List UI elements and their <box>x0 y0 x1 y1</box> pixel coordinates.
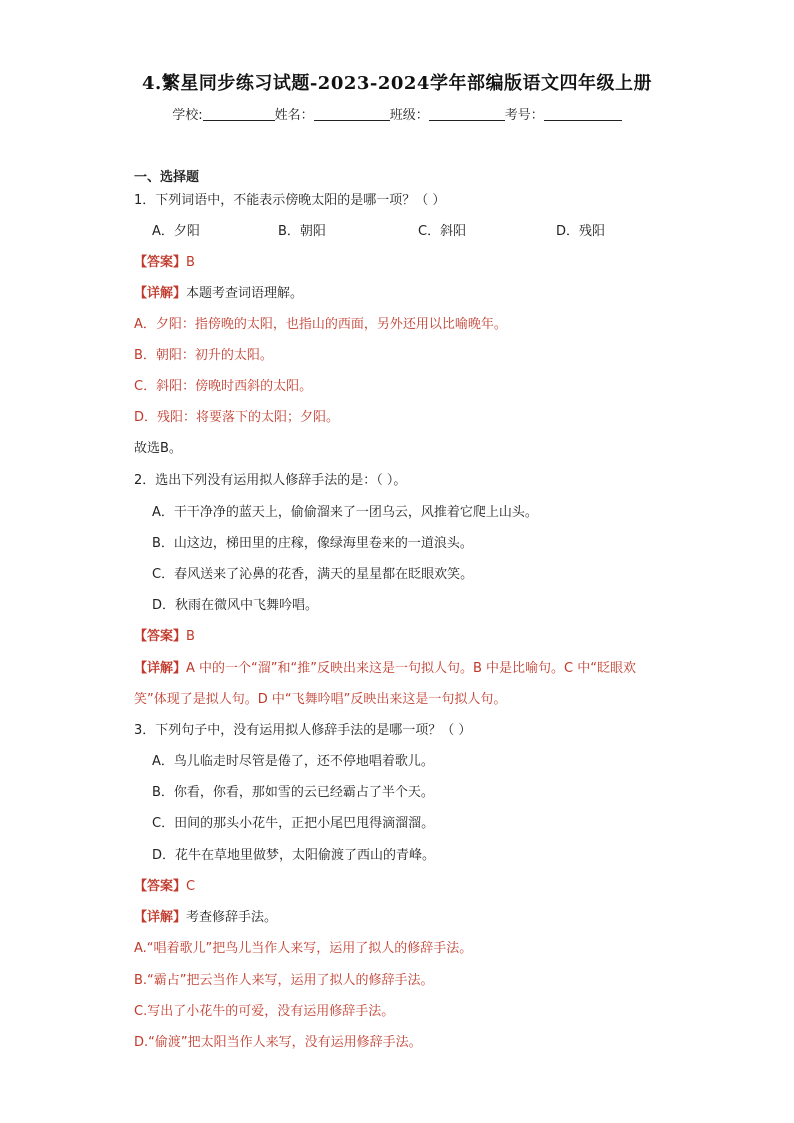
class-blank <box>429 106 505 121</box>
q1-detail <box>134 285 303 303</box>
q1-conclusion: 故选B。 <box>134 441 182 456</box>
q2-detail-line-2: 笑”体现了是拟人句。D 中“飞舞吟唱”反映出来这是一句拟人句。 <box>134 692 507 707</box>
q1-answer <box>134 254 195 272</box>
detail-tag: 【详解】 <box>134 910 187 925</box>
q2-answer <box>134 628 195 646</box>
q3-explain-d: D.“偷渡”把太阳当作人来写，没有运用修辞手法。 <box>134 1035 422 1050</box>
answer-tag: 【答案】 <box>134 879 187 894</box>
section-heading: 一、选择题 <box>134 170 200 185</box>
answer-tag: 【答案】 <box>134 629 187 644</box>
q2-option-c: C．春风送来了沁鼻的花香，满天的星星都在眨眼欢笑。 <box>152 567 474 582</box>
question-1-options <box>152 223 605 241</box>
q1-explain-c: C．斜阳：傍晚时西斜的太阳。 <box>134 379 313 394</box>
q3-explain-c: C.写出了小花牛的可爱，没有运用修辞手法。 <box>134 1004 395 1019</box>
class-label: 班级： <box>389 108 429 123</box>
detail-tag: 【详解】 <box>134 286 187 301</box>
q1-option-c: C．斜阳 <box>418 224 467 239</box>
answer-value: B <box>186 255 195 270</box>
q1-option-d: D．残阳 <box>556 224 606 239</box>
q2-option-d: D．秋雨在微风中飞舞吟唱。 <box>152 598 319 613</box>
id-blank <box>544 106 622 121</box>
q1-explain-b: B．朝阳：初升的太阳。 <box>134 348 273 363</box>
q2-detail-line-1 <box>134 660 636 678</box>
q2-option-b: B．山这边，梯田里的庄稼，像绿海里卷来的一道浪头。 <box>152 536 473 551</box>
question-1-stem: 1．下列词语中，不能表示傍晚太阳的是哪一项？（ ） <box>134 193 446 208</box>
detail-tag: 【详解】 <box>134 661 187 676</box>
q1-explain-a: A．夕阳：指傍晚的太阳，也指山的西面，另外还用以比喻晚年。 <box>134 317 507 332</box>
name-blank <box>314 106 390 121</box>
answer-value: B <box>186 629 195 644</box>
detail-text: 本题考查词语理解。 <box>186 286 304 301</box>
q3-detail <box>134 909 277 927</box>
detail-text: 考查修辞手法。 <box>186 910 278 925</box>
q3-option-a: A．鸟儿临走时尽管是倦了，还不停地唱着歌儿。 <box>152 754 434 769</box>
id-label: 考号： <box>504 108 544 123</box>
q1-explain-d: D．残阳：将要落下的太阳；夕阳。 <box>134 410 340 425</box>
q3-option-d: D．花牛在草地里做梦，太阳偷渡了西山的青峰。 <box>152 848 436 863</box>
q3-answer <box>134 878 195 896</box>
q3-explain-a: A.“唱着歌儿”把鸟儿当作人来写，运用了拟人的修辞手法。 <box>134 941 473 956</box>
question-2-stem: 2．选出下列没有运用拟人修辞手法的是：（ ）。 <box>134 473 407 488</box>
q3-option-c: C．田间的那头小花牛，正把小尾巴甩得滴溜溜。 <box>152 816 435 831</box>
school-blank <box>203 106 275 121</box>
q2-option-a: A．干干净净的蓝天上，偷偷溜来了一团乌云，风推着它爬上山头。 <box>152 505 538 520</box>
q1-option-a: A．夕阳 <box>152 224 200 239</box>
document-title: 4.繁星同步练习试题-2023-2024学年部编版语文四年级上册 <box>142 73 652 94</box>
name-label: 姓名： <box>274 108 314 123</box>
q1-option-b: B．朝阳 <box>278 224 326 239</box>
answer-tag: 【答案】 <box>134 255 187 270</box>
q3-option-b: B．你看，你看，那如雪的云已经霸占了半个天。 <box>152 785 434 800</box>
q3-explain-b: B.“霸占”把云当作人来写，运用了拟人的修辞手法。 <box>134 973 434 988</box>
detail-text: A 中的一个“溜”和“推”反映出来这是一句拟人句。B 中是比喻句。C 中“眨眼欢 <box>186 661 636 676</box>
school-label: 学校: <box>172 108 203 123</box>
question-3-stem: 3．下列句子中，没有运用拟人修辞手法的是哪一项？（ ） <box>134 723 472 738</box>
student-info-line <box>0 104 794 123</box>
answer-value: C <box>186 879 196 894</box>
